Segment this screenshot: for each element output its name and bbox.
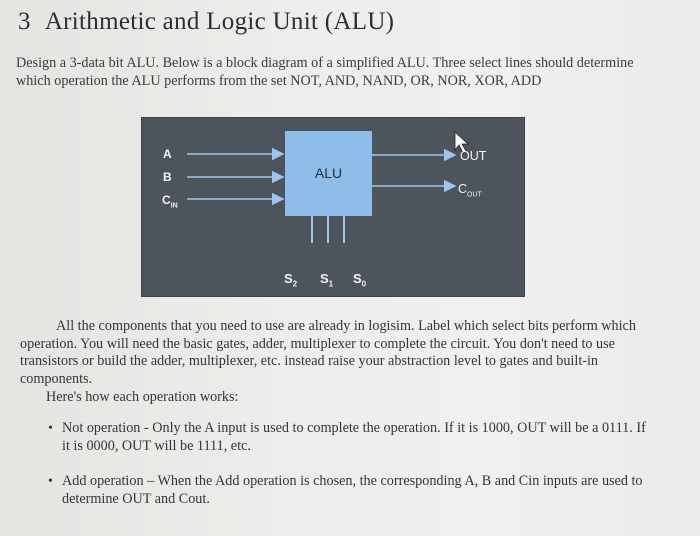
bullet-icon: • — [48, 421, 53, 436]
alu-block — [285, 131, 372, 216]
input-a-label: A — [163, 147, 172, 161]
select-s1-label: $S_1$ — [320, 271, 334, 289]
input-cin-label: $C_{IN}$ — [162, 193, 178, 210]
output-cout-label: $C_{OUT}$ — [458, 182, 482, 199]
section-number: 3 — [18, 8, 31, 35]
instructions-paragraph: All the components that you need to use are already in logisim. Label which select bits perform which operation. You will need the basic gates, adder, multiplexer to complete the circuit. You don't need to use transistors or build the adder, multiplexer, etc. instead raise your abstraction level to gates and built-in components. — [20, 318, 636, 387]
intro-paragraph: Design a 3-data bit ALU. Below is a block diagram of a simplified ALU. Three select lines should determine which operation the ALU performs from the set NOT, AND, NAND, OR, NOR, XOR, ADD — [16, 55, 634, 89]
select-s2-label: $S_2$ — [284, 271, 298, 289]
operations-list — [48, 420, 648, 526]
section-title: Arithmetic and Logic Unit (ALU) — [44, 8, 395, 35]
alu-label: ALU — [314, 165, 343, 181]
alu-block-diagram — [141, 117, 525, 297]
bullet-icon: • — [48, 474, 53, 489]
list-item: • Add operation – When the Add operation is chosen, the corresponding A, B and Cin inputs are used to determine OUT and Cout. — [48, 473, 643, 507]
operations-intro: Here's how each operation works: — [46, 389, 239, 405]
section-heading — [18, 8, 394, 36]
output-out-label: OUT — [460, 149, 487, 163]
select-s0-label: $S_0$ — [353, 271, 367, 289]
input-b-label: B — [163, 170, 172, 184]
list-item: • Not operation - Only the A input is used to complete the operation. If it is 1000, OUT will be a 0111. If it is 0000, OUT will be 1111, etc. — [48, 420, 646, 454]
